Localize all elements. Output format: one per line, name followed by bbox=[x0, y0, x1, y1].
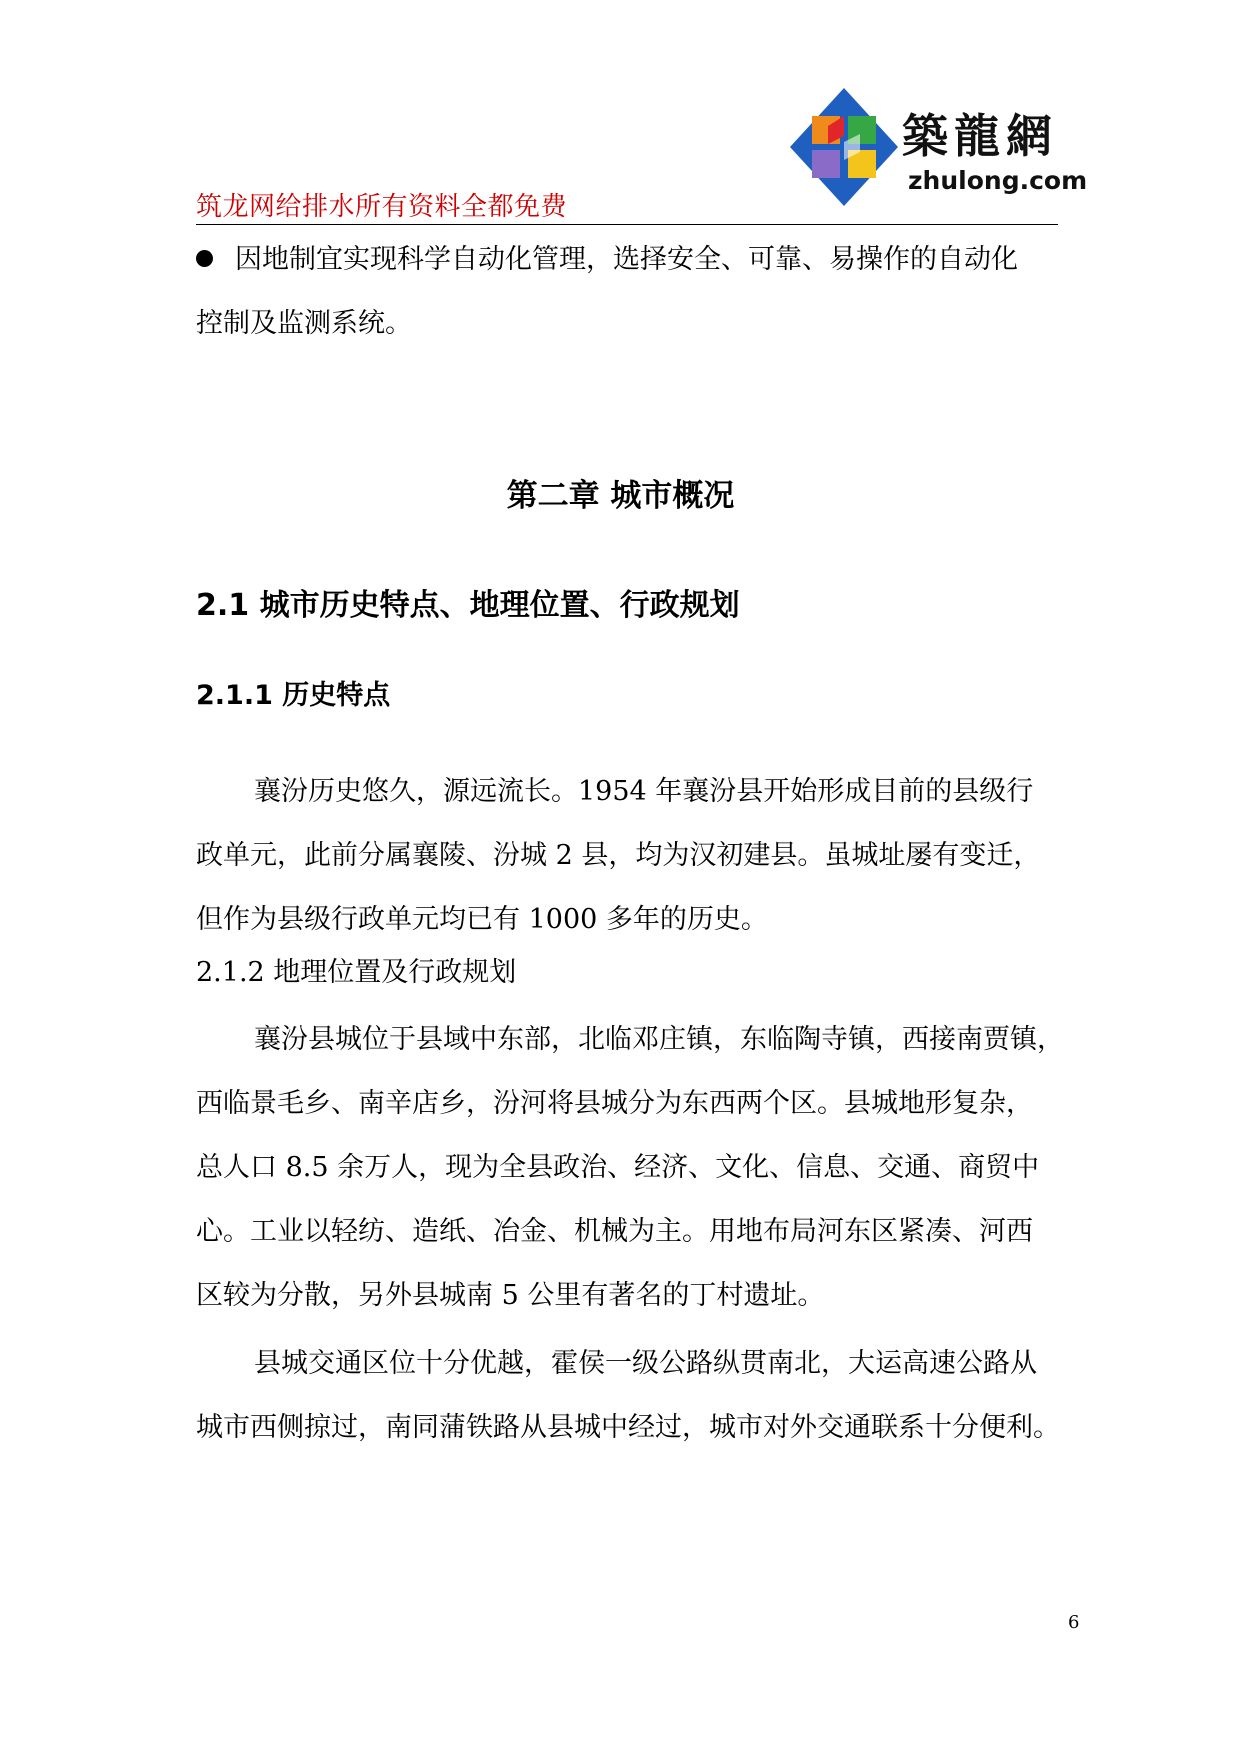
subsection-title-history: 2.1.1 历史特点 bbox=[196, 680, 391, 711]
header-divider bbox=[196, 224, 1058, 225]
bullet-item bbox=[196, 228, 1018, 356]
chapter-title: 第二章 城市概况 bbox=[506, 478, 735, 514]
subsection-title-geography: 2.1.2 地理位置及行政规划 bbox=[196, 957, 517, 988]
paragraph-line: 襄汾县城位于县域中东部，北临邓庄镇，东临陶寺镇，西接南贾镇， bbox=[254, 1024, 1064, 1055]
paragraph-history bbox=[196, 760, 1086, 952]
bullet-line-2: 控制及监测系统。 bbox=[196, 308, 412, 339]
paragraph-line: 西临景毛乡、南辛店乡，汾河将县城分为东西两个区。县城地形复杂， bbox=[196, 1088, 1033, 1119]
paragraph-line: 总人口 8.5 余万人，现为全县政治、经济、文化、信息、交通、商贸中 bbox=[196, 1152, 1040, 1183]
zhulong-logo-mark-icon bbox=[788, 86, 900, 208]
paragraph-line: 县城交通区位十分优越，霍侯一级公路纵贯南北，大运高速公路从 bbox=[254, 1348, 1037, 1379]
paragraph-line: 区较为分散，另外县城南 5 公里有著名的丁村遗址。 bbox=[196, 1280, 825, 1311]
paragraph-transport bbox=[196, 1332, 1086, 1460]
bullet-dot-icon bbox=[196, 250, 213, 267]
page-number: 6 bbox=[1068, 1612, 1080, 1633]
bullet-line-1 bbox=[196, 228, 1018, 292]
section-title: 2.1 城市历史特点、地理位置、行政规划 bbox=[196, 588, 740, 623]
logo-domain: zhulong.com bbox=[908, 166, 1088, 195]
bullet-text-1: 因地制宜实现科学自动化管理，选择安全、可靠、易操作的自动化 bbox=[235, 244, 1018, 275]
logo-chinese-name: 築龍網 bbox=[902, 109, 1058, 163]
paragraph-line: 政单元，此前分属襄陵、汾城 2 县，均为汉初建县。虽城址屡有变迁， bbox=[196, 840, 1041, 871]
zhulong-logo bbox=[788, 86, 1088, 208]
paragraph-line: 襄汾历史悠久，源远流长。1954 年襄汾县开始形成目前的县级行 bbox=[254, 776, 1034, 807]
paragraph-line: 城市西侧掠过，南同蒲铁路从县城中经过，城市对外交通联系十分便利。 bbox=[196, 1412, 1060, 1443]
paragraph-line: 但作为县级行政单元均已有 1000 多年的历史。 bbox=[196, 904, 768, 935]
header-banner: 筑龙网给排水所有资料全都免费 bbox=[196, 192, 568, 222]
paragraph-line: 心。工业以轻纺、造纸、冶金、机械为主。用地布局河东区紧凑、河西 bbox=[196, 1216, 1033, 1247]
paragraph-geography bbox=[196, 1008, 1086, 1328]
